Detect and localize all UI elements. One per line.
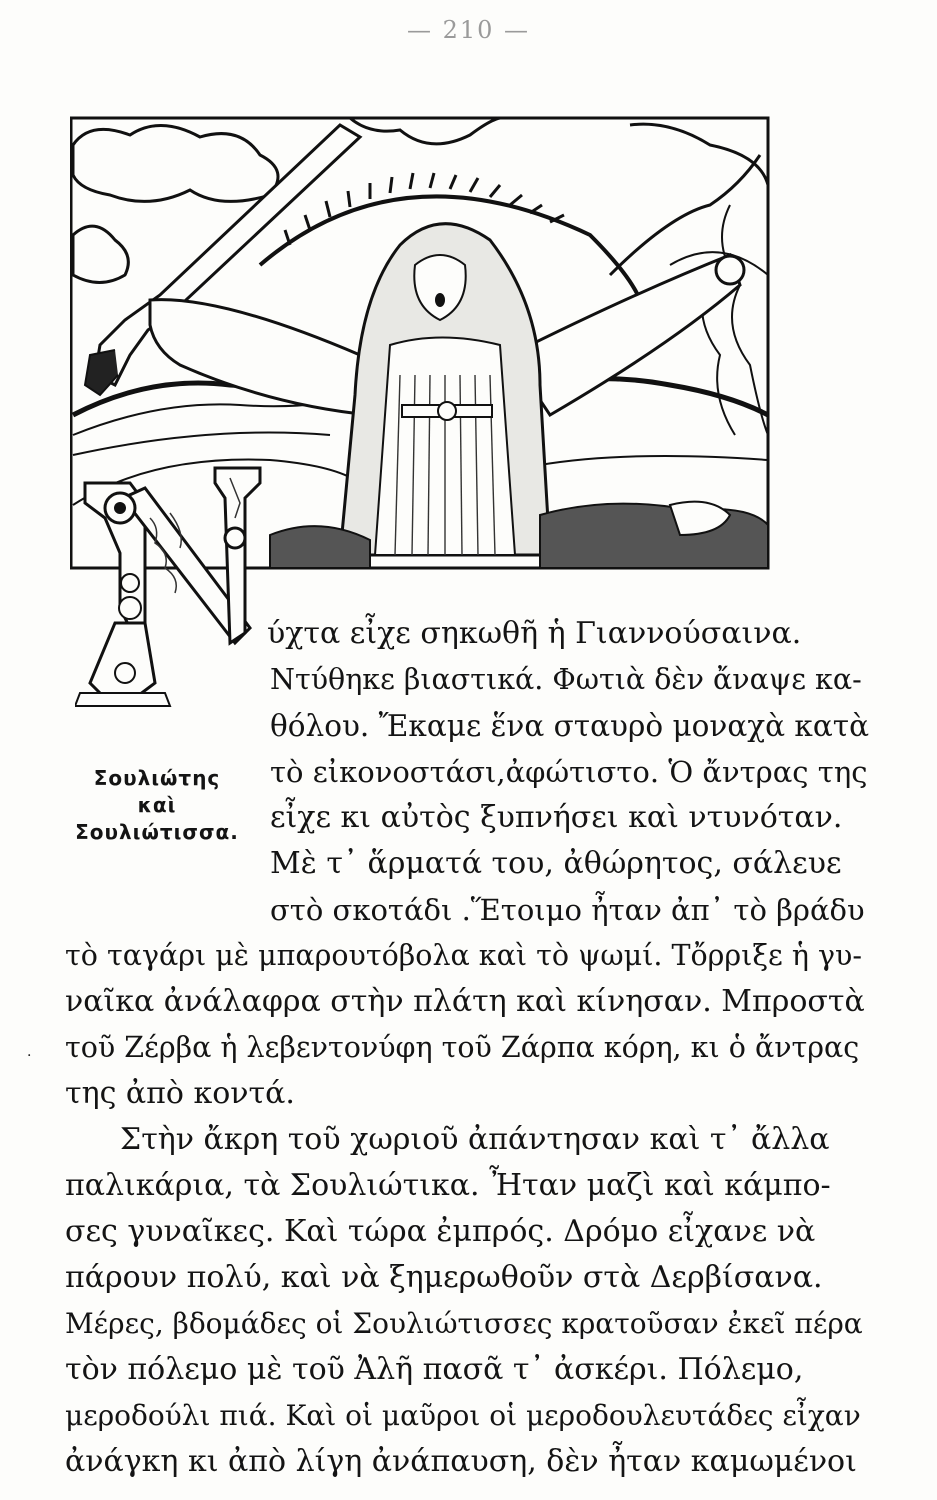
body-line: Ντύθηκε βιαστικά. Φωτιὰ δὲν ἄναψε κα-	[270, 663, 862, 696]
body-line: Στὴν ἄκρη τοῦ χωριοῦ ἀπάντησαν καὶ τ᾽ ἄλλα	[120, 1122, 830, 1157]
margin-heading-line: Σουλιώτης	[93, 766, 221, 790]
margin-heading-line: Σουλιώτισσα.	[75, 820, 239, 844]
body-line: μεροδούλι πιά. Καὶ οἱ μαῦροι οἱ μεροδουλευτάδες εἶχαν	[65, 1399, 861, 1432]
body-line: Μέρες, βδομάδες οἱ Σουλιώτισσες κρατοῦσαν ἐκεῖ πέρα	[65, 1307, 863, 1340]
body-line: ἀνάγκη κι ἀπὸ λίγη ἀνάπαυση, δὲν ἦταν καμωμένοι	[65, 1444, 857, 1479]
body-line: Μὲ τ᾽ ἅρματά του, ἀθώρητος, σάλευε	[270, 846, 842, 881]
margin-heading-line: καὶ	[137, 793, 177, 817]
body-line: παλικάρια, τὰ Σουλιώτικα. Ἦταν μαζὶ καὶ κάμπο-	[65, 1168, 831, 1203]
body-line: πάρουν πολύ, καὶ νὰ ξημερωθοῦν στὰ Δερβίσανα.	[65, 1260, 823, 1295]
body-line: τὸν πόλεμο μὲ τοῦ Ἀλῆ πασᾶ τ᾽ ἀσκέρι. Πόλεμο,	[65, 1352, 804, 1387]
body-line: τὸ εἰκονοστάσι,ἀφώτιστο. Ὁ ἄντρας της	[270, 755, 868, 789]
body-line: θόλου. Ἔκαμε ἕνα σταυρὸ μοναχὰ κατὰ	[270, 709, 870, 743]
body-line: τοῦ Ζέρβα ἡ λεβεντονύφη τοῦ Ζάρπα κόρη, κι ὁ ἄντρας	[65, 1031, 860, 1064]
body-line: της ἀπὸ κοντά.	[65, 1076, 295, 1111]
decorative-drop-cap	[75, 458, 265, 710]
body-line: σες γυναῖκες. Καὶ τώρα ἐμπρός. Δρόμο εἶχανε νὰ	[65, 1214, 816, 1249]
margin-mark: ·	[27, 1048, 32, 1064]
body-line: ύχτα εἶχε σηκωθῆ ἡ Γιαννούσαινα.	[267, 616, 802, 651]
margin-heading	[62, 765, 252, 846]
body-line: στὸ σκοτάδι .Ἕτοιμο ἦταν ἀπ᾽ τὸ βράδυ	[270, 893, 865, 927]
body-line: ναῖκα ἀνάλαφρα στὴν πλάτη καὶ κίνησαν. Μπροστὰ	[65, 984, 865, 1019]
body-line: εἶχε κι αὐτὸς ξυπνήσει καὶ ντυνόταν.	[270, 800, 843, 835]
body-line: τὸ ταγάρι μὲ μπαρουτόβολα καὶ τὸ ψωμί. Τὄρριξε ἡ γυ-	[65, 939, 862, 972]
page-number: — 210 —	[406, 16, 531, 44]
